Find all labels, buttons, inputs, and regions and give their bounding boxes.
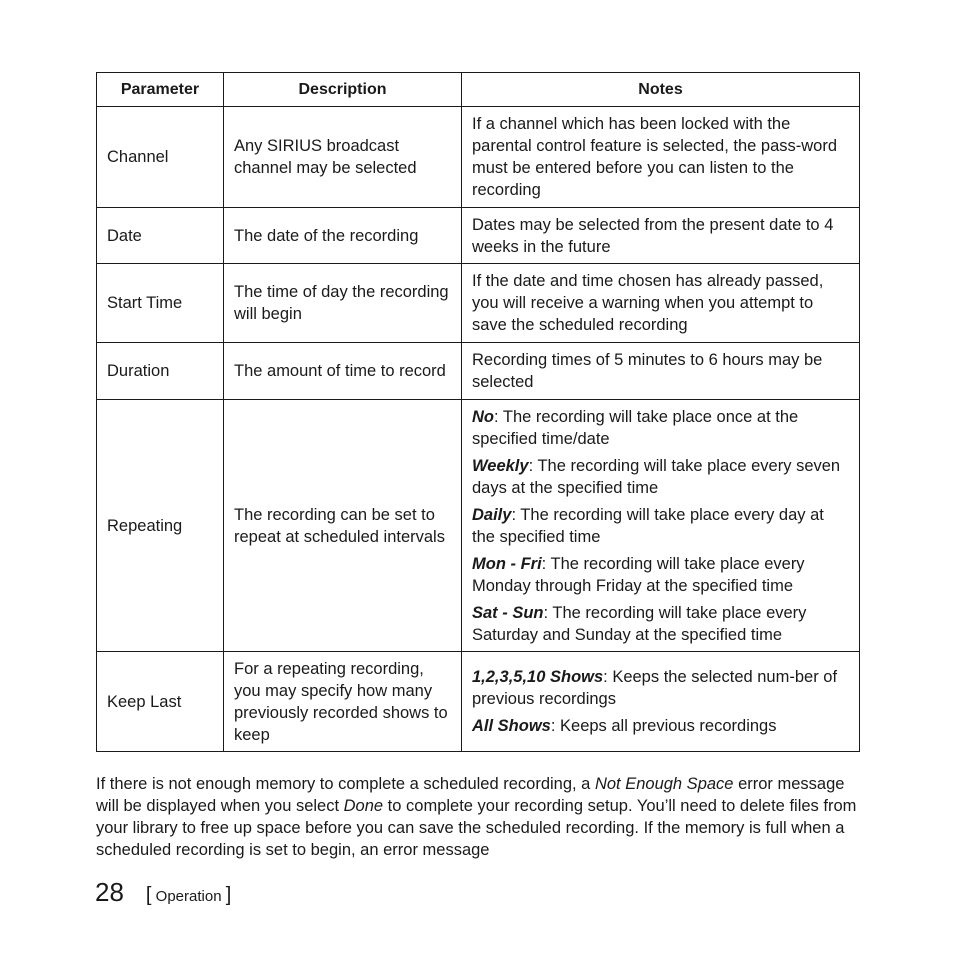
notes-cell: Dates may be selected from the present date to 4 weeks in the future <box>462 208 860 264</box>
option-term: 1,2,3,5,10 Shows <box>472 668 604 686</box>
table-row <box>97 400 860 652</box>
bracket-close: ] <box>225 884 232 906</box>
notes-cell: If the date and time chosen has already passed, you will receive a warning when you attempt to save the scheduled recording <box>462 264 860 343</box>
option-text: : Keeps all previous recordings <box>550 717 777 735</box>
parameter-cell: Channel <box>97 107 224 208</box>
table-row <box>97 652 860 752</box>
parameter-cell: Keep Last <box>97 652 224 752</box>
repeat-option <box>472 406 849 450</box>
option-text: : The recording will take place every seven days at the specified time <box>472 456 841 497</box>
option-text: : The recording will take place every Saturday and Sunday at the specified time <box>472 603 807 644</box>
section-label <box>146 884 231 907</box>
table-header-row <box>97 73 860 107</box>
notes-cell: Recording times of 5 minutes to 6 hours may be selected <box>462 343 860 400</box>
bracket-open: [ <box>145 884 152 906</box>
description-cell: Any SIRIUS broadcast channel may be selected <box>224 107 462 208</box>
page-footer <box>95 877 231 908</box>
parameter-cell: Date <box>97 208 224 264</box>
option-term: Sat - Sun <box>472 603 544 622</box>
description-cell: The date of the recording <box>224 208 462 264</box>
not-enough-space-term: Not Enough Space <box>594 775 734 793</box>
repeat-option <box>472 602 849 646</box>
header-notes: Notes <box>462 73 860 107</box>
parameter-cell: Duration <box>97 343 224 400</box>
notes-cell <box>462 400 860 652</box>
done-term: Done <box>343 797 384 815</box>
option-term: Daily <box>472 505 512 524</box>
page-number: 28 <box>95 877 124 907</box>
section-name: Operation <box>155 888 222 905</box>
header-description: Description <box>224 73 462 107</box>
description-cell: The recording can be set to repeat at scheduled intervals <box>224 400 462 652</box>
option-text: : The recording will take place once at the specified time/date <box>472 407 799 448</box>
table-row <box>97 107 860 208</box>
body-text: error message will be displayed when you select <box>96 775 845 815</box>
description-cell: For a repeating recording, you may specify how many previously recorded shows to keep <box>224 652 462 752</box>
option-term: All Shows <box>472 717 551 735</box>
keep-option <box>472 666 849 710</box>
parameter-cell: Start Time <box>97 264 224 343</box>
option-text: : The recording will take place every Monday through Friday at the specified time <box>472 554 805 595</box>
option-text: : The recording will take place every day at the specified time <box>472 505 824 546</box>
table-row <box>97 343 860 400</box>
repeat-option <box>472 455 849 499</box>
repeat-option <box>472 504 849 548</box>
option-term: No <box>472 407 494 426</box>
option-text: : Keeps the selected num-ber of previous recordings <box>472 668 838 708</box>
description-cell: The amount of time to record <box>224 343 462 400</box>
option-term: Mon - Fri <box>472 554 542 573</box>
repeat-option <box>472 553 849 597</box>
parameters-table <box>96 72 860 752</box>
body-paragraph <box>96 773 866 861</box>
header-parameter: Parameter <box>97 73 224 107</box>
description-cell: The time of day the recording will begin <box>224 264 462 343</box>
body-text: to complete your recording setup. You’ll need to delete files from your library to free up space before you can save the scheduled recording. If the memory is full when a scheduled recording is set to begin, an error message <box>96 797 857 859</box>
notes-cell: If a channel which has been locked with the parental control feature is selected, the pass-word must be entered before you can listen to the recording <box>462 107 860 208</box>
body-text: If there is not enough memory to complete a scheduled recording, a <box>96 775 595 793</box>
table-row <box>97 264 860 343</box>
parameter-cell: Repeating <box>97 400 224 652</box>
notes-cell <box>462 652 860 752</box>
option-term: Weekly <box>472 456 529 475</box>
table-row <box>97 208 860 264</box>
keep-option <box>472 715 849 737</box>
